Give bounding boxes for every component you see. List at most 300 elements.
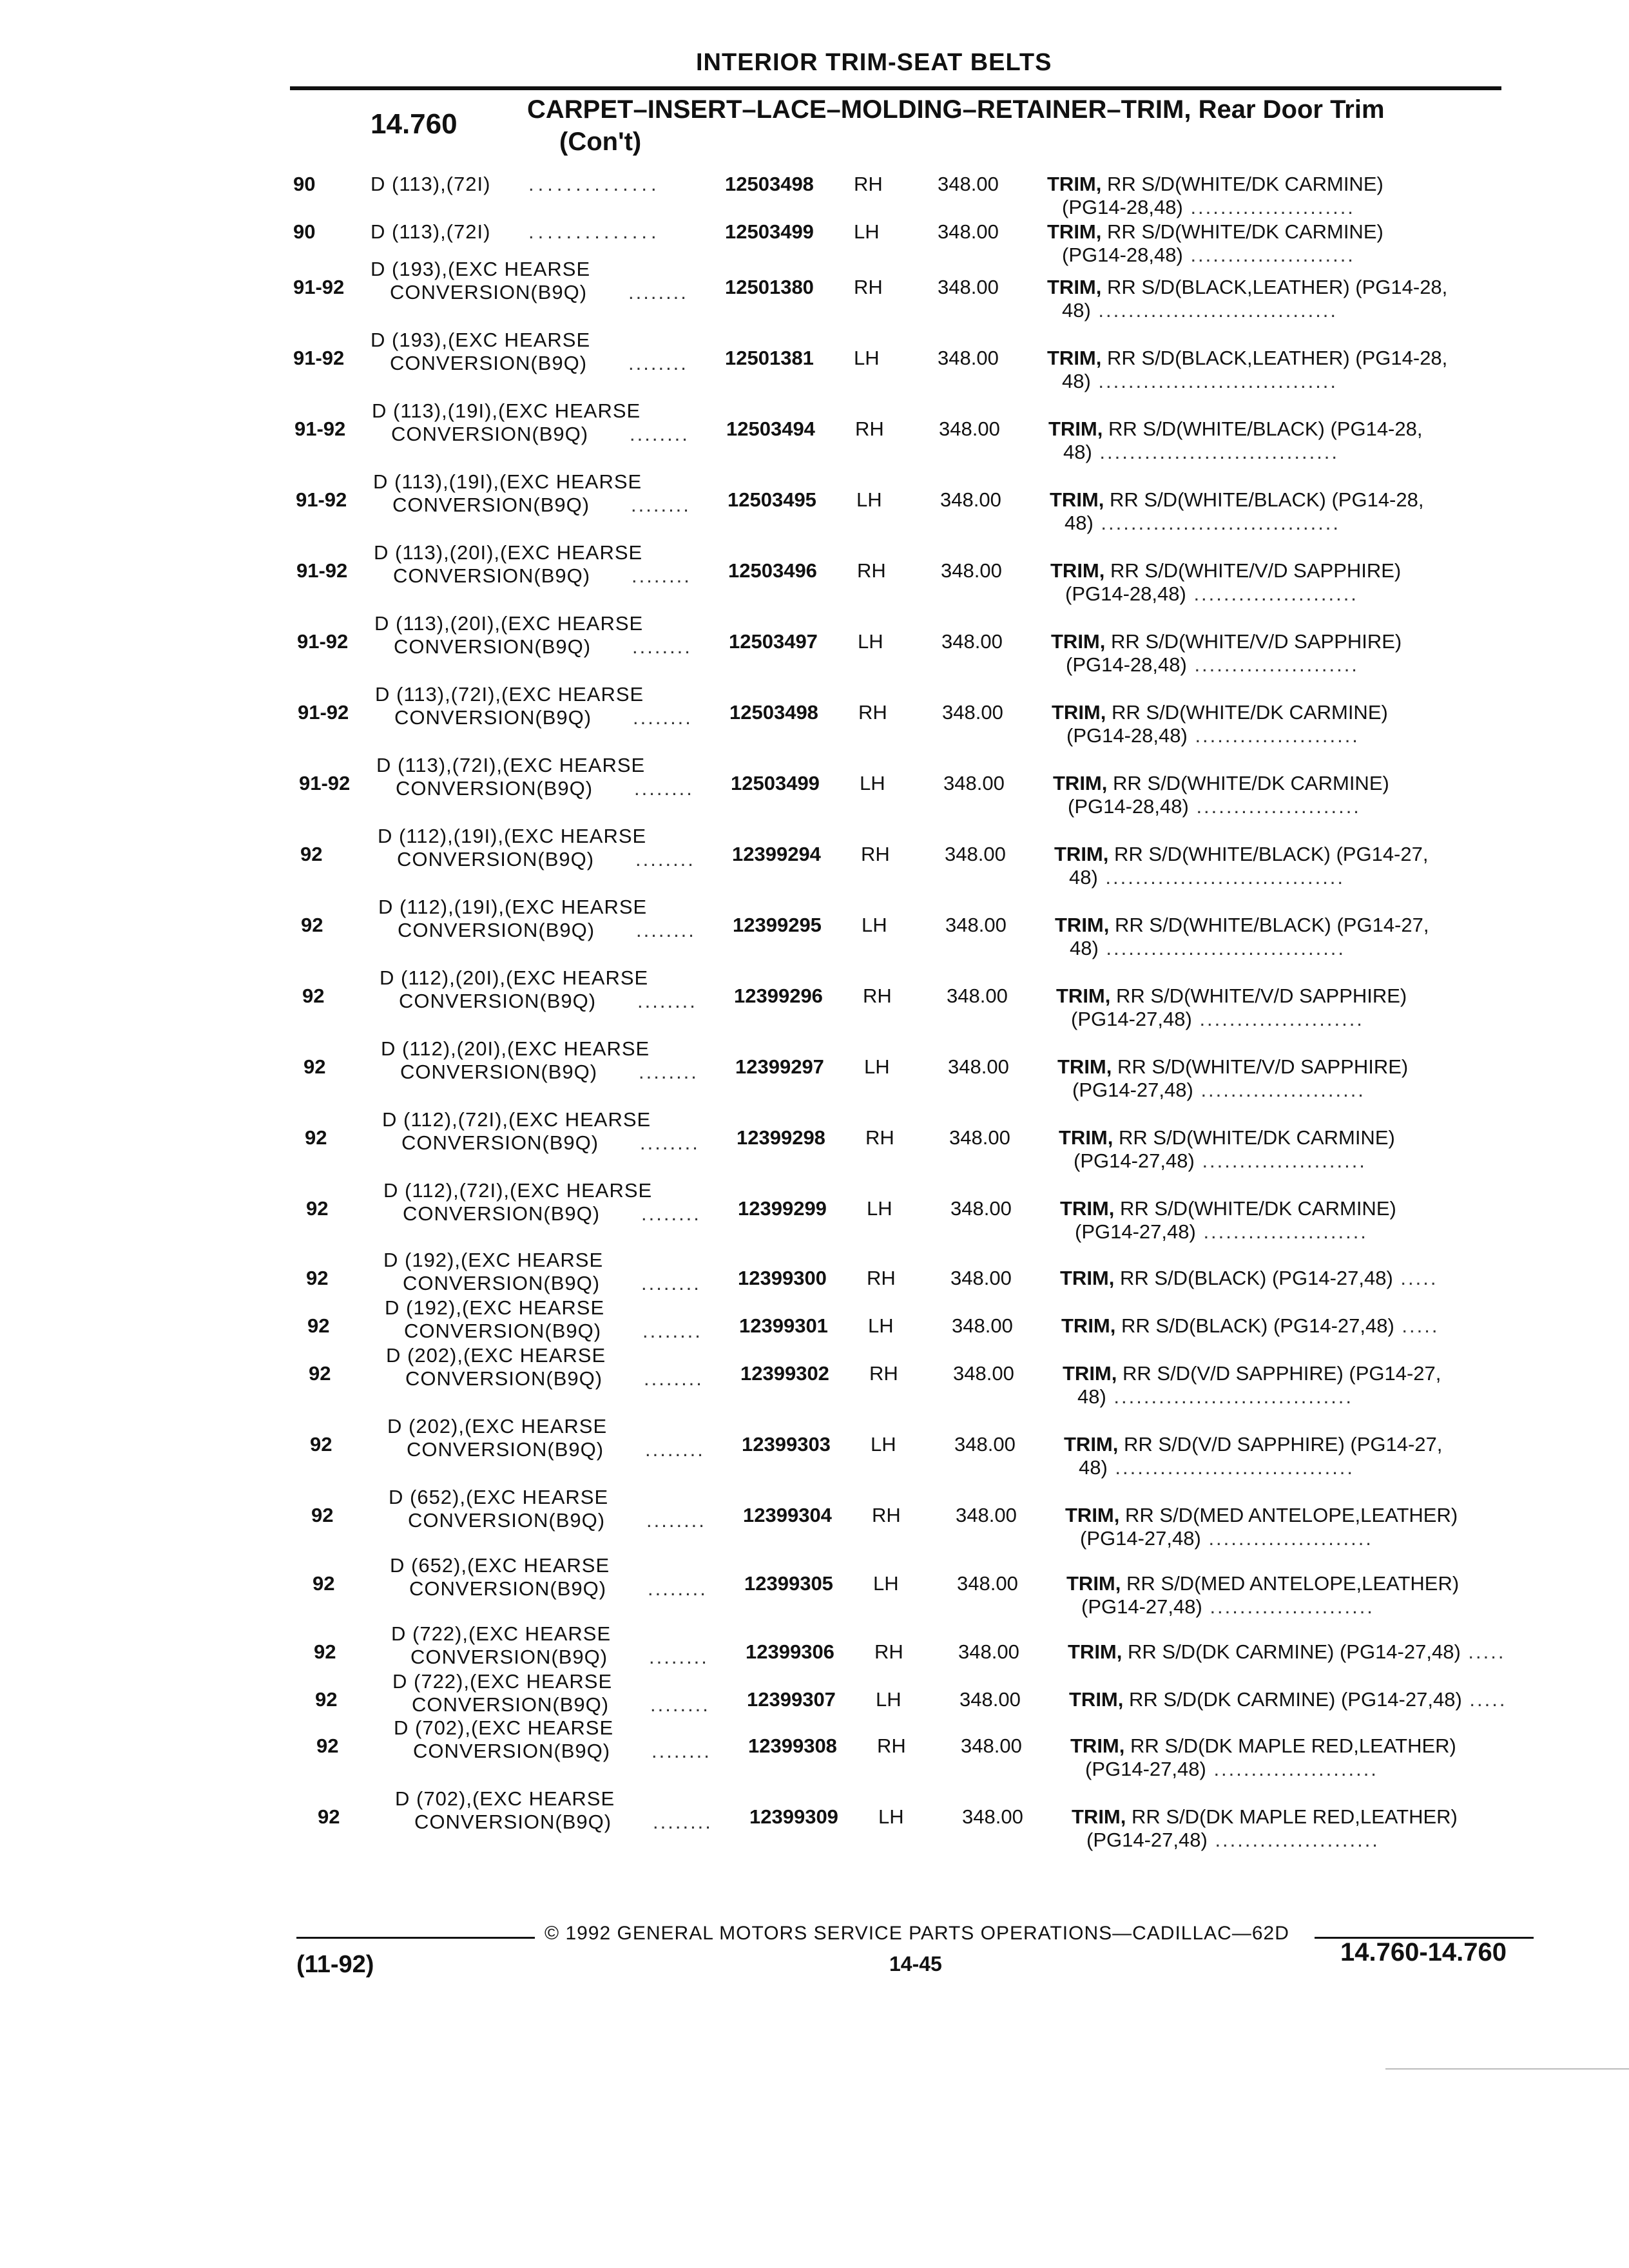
- leader-dots: ......................: [1182, 244, 1355, 266]
- part-description-cont: [1077, 1385, 1353, 1408]
- part-number: 12501381: [725, 347, 814, 369]
- part-name: TRIM,: [1065, 1504, 1120, 1526]
- model-year: 91-92: [297, 630, 349, 653]
- part-description-cont-text: (PG14-28,48): [1062, 244, 1183, 266]
- part-description-text: RR S/D(WHITE/V/D SAPPHIRE): [1110, 559, 1402, 582]
- leader-dots: ........: [646, 1509, 706, 1532]
- side: RH: [865, 1126, 894, 1149]
- unit-quantity: 348.00: [940, 488, 1001, 511]
- table-row: [18, 1486, 1629, 1550]
- part-name: TRIM,: [1055, 914, 1110, 936]
- leader-dots: ..............: [528, 220, 660, 243]
- part-description: [1051, 630, 1402, 653]
- leader-dots: ........: [641, 1272, 701, 1294]
- part-description: [1056, 985, 1407, 1008]
- model-year: 92: [304, 1055, 326, 1078]
- usage-description: D (113),(20I),(EXC HEARSE: [374, 612, 644, 635]
- part-description-cont-text: (PG14-28,48): [1066, 724, 1188, 747]
- part-name: TRIM,: [1063, 1362, 1117, 1385]
- leader-dots: ......................: [1186, 653, 1359, 676]
- leader-dots: .....: [1394, 1314, 1440, 1337]
- usage-description-cont: CONVERSION(B9Q): [390, 352, 588, 374]
- footer-date-code: (11-92): [296, 1951, 374, 1978]
- side: LH: [854, 347, 880, 369]
- leader-dots: ......................: [1200, 1527, 1373, 1550]
- model-year: 91-92: [296, 488, 347, 511]
- leader-dots: ......................: [1206, 1758, 1378, 1780]
- usage-description-cont: CONVERSION(B9Q): [401, 1131, 599, 1154]
- table-row: [24, 1787, 1629, 1852]
- leader-dots: ........: [628, 352, 688, 374]
- part-description-cont: [1065, 582, 1358, 606]
- part-description: [1070, 1735, 1456, 1758]
- unit-quantity: 348.00: [941, 559, 1002, 582]
- part-description-cont-text: 48): [1077, 1385, 1106, 1408]
- part-description-text: RR S/D(WHITE/V/D SAPPHIRE): [1116, 985, 1407, 1007]
- part-description-cont-text: (PG14-27,48): [1071, 1008, 1192, 1030]
- unit-quantity: 348.00: [945, 914, 1007, 936]
- part-name: TRIM,: [1059, 1126, 1113, 1149]
- part-description: [1063, 1362, 1441, 1385]
- unit-quantity: 348.00: [952, 1314, 1013, 1337]
- part-number: 12399300: [738, 1267, 827, 1289]
- model-year: 91-92: [299, 772, 351, 794]
- part-description-cont-text: 48): [1065, 512, 1094, 534]
- model-year: 92: [300, 843, 323, 865]
- table-row: [1, 399, 1629, 464]
- side: LH: [862, 914, 887, 936]
- part-description: [1047, 347, 1447, 370]
- footer-page-number: 14-45: [889, 1952, 942, 1975]
- part-description-cont: [1068, 795, 1361, 818]
- usage-description: D (192),(EXC HEARSE: [383, 1249, 604, 1271]
- usage-description: D (193),(EXC HEARSE: [371, 329, 591, 351]
- unit-quantity: 348.00: [962, 1805, 1023, 1828]
- part-number: 12399308: [748, 1735, 837, 1757]
- side: RH: [872, 1504, 901, 1526]
- leader-dots: ......................: [1182, 196, 1355, 218]
- table-row: [12, 1108, 1629, 1173]
- part-name: TRIM,: [1056, 985, 1111, 1007]
- part-description: [1057, 1055, 1408, 1079]
- part-description: [1047, 276, 1447, 299]
- part-name: TRIM,: [1068, 1640, 1123, 1663]
- side: RH: [867, 1267, 896, 1289]
- part-description-cont-text: (PG14-27,48): [1081, 1595, 1202, 1618]
- part-description: [1052, 701, 1388, 724]
- part-name: TRIM,: [1060, 1197, 1115, 1220]
- model-year: 92: [301, 914, 323, 936]
- part-description: [1064, 1433, 1442, 1456]
- leader-dots: ........: [648, 1577, 708, 1600]
- part-description-text: RR S/D(V/D SAPPHIRE) (PG14-27,: [1123, 1362, 1441, 1385]
- part-number: 12503497: [729, 630, 818, 653]
- part-number: 12503496: [728, 559, 817, 582]
- unit-quantity: 348.00: [938, 347, 999, 369]
- unit-quantity: 348.00: [947, 985, 1008, 1007]
- unit-quantity: 348.00: [953, 1362, 1014, 1385]
- side: RH: [855, 418, 884, 440]
- usage-description: D (202),(EXC HEARSE: [387, 1415, 608, 1437]
- part-description-cont-text: (PG14-28,48): [1062, 196, 1183, 218]
- leader-dots: ................................: [1090, 370, 1338, 392]
- leader-dots: ................................: [1106, 1385, 1354, 1408]
- leader-dots: .....: [1393, 1267, 1438, 1289]
- usage-description: D (113),(19I),(EXC HEARSE: [372, 399, 641, 422]
- model-year: 92: [313, 1572, 335, 1595]
- leader-dots: ........: [645, 1438, 705, 1461]
- model-year: 92: [314, 1640, 336, 1663]
- leader-dots: ........: [633, 706, 693, 729]
- leader-dots: ........: [644, 1367, 704, 1390]
- unit-quantity: 348.00: [954, 1433, 1016, 1456]
- part-name: TRIM,: [1070, 1735, 1125, 1757]
- part-description: [1055, 914, 1429, 937]
- leader-dots: ......................: [1191, 1008, 1364, 1030]
- model-year: 92: [311, 1504, 334, 1526]
- part-description-cont-text: (PG14-27,48): [1075, 1220, 1196, 1243]
- unit-quantity: 348.00: [950, 1197, 1012, 1220]
- part-description: [1050, 559, 1401, 582]
- usage-description-cont: CONVERSION(B9Q): [403, 1202, 601, 1225]
- part-number: 12399305: [744, 1572, 833, 1595]
- table-row: [0, 329, 1629, 393]
- usage-description: D (192),(EXC HEARSE: [385, 1296, 605, 1319]
- part-number: 12501380: [725, 276, 814, 298]
- table-row: [5, 683, 1629, 747]
- usage-description-cont: CONVERSION(B9Q): [408, 1509, 606, 1532]
- side: RH: [857, 559, 886, 582]
- table-row: [13, 1179, 1629, 1244]
- part-description: [1069, 1688, 1507, 1711]
- part-description-text: RR S/D(WHITE/BLACK) (PG14-27,: [1114, 843, 1429, 865]
- part-name: TRIM,: [1047, 347, 1102, 369]
- part-name: TRIM,: [1061, 1314, 1116, 1337]
- part-number: 12503495: [728, 488, 816, 511]
- unit-quantity: 348.00: [938, 173, 999, 195]
- part-name: TRIM,: [1051, 630, 1106, 653]
- section-number: 14.760: [371, 108, 458, 140]
- usage-description: D (113),(19I),(EXC HEARSE: [373, 470, 642, 493]
- usage-description-cont: CONVERSION(B9Q): [398, 919, 595, 941]
- part-number: 12503494: [726, 418, 815, 440]
- part-description-cont: [1085, 1758, 1378, 1781]
- usage-description-cont: CONVERSION(B9Q): [394, 635, 592, 658]
- part-description-cont: [1066, 653, 1359, 677]
- part-description: [1048, 418, 1422, 441]
- part-description-text: RR S/D(WHITE/DK CARMINE): [1113, 772, 1389, 794]
- leader-dots: ........: [632, 635, 692, 658]
- usage-description-cont: CONVERSION(B9Q): [393, 564, 591, 587]
- usage-description: D (202),(EXC HEARSE: [386, 1344, 606, 1367]
- part-name: TRIM,: [1050, 559, 1105, 582]
- model-year: 92: [318, 1805, 340, 1828]
- part-description-cont: [1062, 370, 1338, 393]
- part-description: [1047, 220, 1383, 244]
- part-description-text: RR S/D(WHITE/DK CARMINE): [1107, 173, 1383, 195]
- part-number: 12503498: [729, 701, 818, 724]
- usage-description: D (112),(19I),(EXC HEARSE: [378, 896, 648, 918]
- model-year: 92: [309, 1362, 331, 1385]
- part-description-cont: [1063, 441, 1339, 464]
- usage-description-cont: CONVERSION(B9Q): [399, 990, 597, 1012]
- part-description: [1053, 772, 1389, 795]
- part-description-cont: [1065, 512, 1340, 535]
- usage-description: D (113),(72I),(EXC HEARSE: [375, 683, 644, 706]
- leader-dots: ........: [639, 1061, 699, 1083]
- section-title: CARPET–INSERT–LACE–MOLDING–RETAINER–TRIM, Rear Door Trim: [527, 95, 1385, 124]
- side: LH: [864, 1055, 890, 1078]
- side: LH: [854, 220, 880, 243]
- part-name: TRIM,: [1066, 1572, 1121, 1595]
- page-header-title: INTERIOR TRIM-SEAT BELTS: [696, 49, 1052, 76]
- table-row: [4, 612, 1629, 677]
- table-row: [9, 966, 1629, 1031]
- model-year: 91-92: [293, 347, 345, 369]
- table-row: [10, 1037, 1629, 1102]
- usage-description-cont: CONVERSION(B9Q): [413, 1740, 611, 1762]
- part-description-text: RR S/D(WHITE/DK CARMINE): [1112, 701, 1388, 724]
- usage-description: D (112),(19I),(EXC HEARSE: [378, 825, 647, 847]
- usage-description: D (112),(72I),(EXC HEARSE: [382, 1108, 651, 1131]
- leader-dots: ................................: [1098, 937, 1346, 959]
- side: RH: [854, 276, 883, 298]
- usage-description: D (652),(EXC HEARSE: [389, 1486, 609, 1508]
- part-name: TRIM,: [1050, 488, 1104, 511]
- model-year: 92: [315, 1688, 338, 1711]
- leader-dots: ......................: [1194, 1149, 1367, 1172]
- part-number: 12399295: [733, 914, 822, 936]
- part-description-text: RR S/D(WHITE/DK CARMINE): [1107, 220, 1383, 243]
- leader-dots: ........: [636, 919, 696, 941]
- usage-description-cont: CONVERSION(B9Q): [407, 1438, 604, 1461]
- part-description-cont: [1075, 1220, 1368, 1244]
- unit-quantity: 348.00: [938, 276, 999, 298]
- side: RH: [863, 985, 892, 1007]
- part-number: 12503499: [731, 772, 820, 794]
- part-description-text: RR S/D(WHITE/DK CARMINE): [1120, 1197, 1396, 1220]
- part-description-cont: [1072, 1079, 1365, 1102]
- part-name: TRIM,: [1072, 1805, 1126, 1828]
- side: RH: [854, 173, 883, 195]
- footer-section-range: 14.760-14.760: [1340, 1938, 1507, 1966]
- usage-description: D (652),(EXC HEARSE: [390, 1554, 610, 1577]
- usage-description: D (113),(72I): [371, 173, 491, 195]
- model-year: 92: [316, 1735, 339, 1757]
- side: RH: [874, 1640, 903, 1663]
- part-description-cont-text: 48): [1062, 299, 1091, 322]
- part-name: TRIM,: [1064, 1433, 1119, 1456]
- leader-dots: ........: [631, 564, 691, 587]
- part-description-text: RR S/D(BLACK) (PG14-27,48): [1120, 1267, 1393, 1289]
- unit-quantity: 348.00: [942, 701, 1003, 724]
- leader-dots: ................................: [1107, 1456, 1355, 1479]
- model-year: 91-92: [296, 559, 348, 582]
- usage-description-cont: CONVERSION(B9Q): [404, 1320, 602, 1342]
- usage-description: D (113),(72I),(EXC HEARSE: [376, 754, 646, 776]
- side: LH: [878, 1805, 904, 1828]
- usage-description-cont: CONVERSION(B9Q): [403, 1272, 601, 1294]
- part-description-cont-text: (PG14-28,48): [1068, 795, 1189, 818]
- leader-dots: ........: [653, 1811, 713, 1833]
- part-number: 12399307: [747, 1688, 836, 1711]
- part-description-cont-text: (PG14-27,48): [1086, 1829, 1208, 1851]
- part-description-cont: [1069, 866, 1345, 889]
- part-name: TRIM,: [1060, 1267, 1115, 1289]
- footer-copyright: © 1992 GENERAL MOTORS SERVICE PARTS OPERATIONS—CADILLAC—62D: [545, 1923, 1289, 1944]
- leader-dots: .....: [1461, 1688, 1507, 1711]
- usage-description: D (112),(20I),(EXC HEARSE: [380, 966, 649, 989]
- part-name: TRIM,: [1069, 1688, 1124, 1711]
- leader-dots: ................................: [1097, 866, 1345, 889]
- unit-quantity: 348.00: [957, 1572, 1018, 1595]
- part-description-cont: [1070, 937, 1345, 960]
- part-description-text: RR S/D(DK MAPLE RED,LEATHER): [1132, 1805, 1458, 1828]
- leader-dots: ........: [642, 1320, 702, 1342]
- usage-description-cont: CONVERSION(B9Q): [409, 1577, 607, 1600]
- unit-quantity: 348.00: [950, 1267, 1012, 1289]
- usage-description: D (113),(20I),(EXC HEARSE: [374, 541, 643, 564]
- side: RH: [861, 843, 890, 865]
- usage-description: D (193),(EXC HEARSE: [371, 258, 591, 280]
- table-row: [0, 202, 1629, 267]
- leader-dots: ......................: [1207, 1829, 1380, 1851]
- table-row: [6, 754, 1629, 818]
- part-number: 12399298: [737, 1126, 825, 1149]
- part-number: 12399306: [746, 1640, 834, 1663]
- part-name: TRIM,: [1057, 1055, 1112, 1078]
- leader-dots: ................................: [1090, 299, 1338, 322]
- side: LH: [876, 1688, 901, 1711]
- table-row: [15, 1344, 1629, 1408]
- leader-dots: ......................: [1186, 582, 1358, 605]
- part-description-text: RR S/D(WHITE/BLACK) (PG14-28,: [1108, 418, 1423, 440]
- part-description-text: RR S/D(BLACK,LEATHER) (PG14-28,: [1107, 276, 1448, 298]
- table-row: [17, 1415, 1629, 1479]
- part-name: TRIM,: [1053, 772, 1108, 794]
- side: LH: [860, 772, 885, 794]
- side: LH: [868, 1314, 894, 1337]
- usage-description: D (113),(72I): [371, 220, 491, 243]
- unit-quantity: 348.00: [949, 1126, 1010, 1149]
- model-year: 91-92: [293, 276, 345, 298]
- model-year: 90: [293, 220, 316, 243]
- leader-dots: ........: [628, 281, 688, 303]
- usage-description-cont: CONVERSION(B9Q): [400, 1061, 598, 1083]
- table-row: [7, 825, 1629, 889]
- unit-quantity: 348.00: [959, 1688, 1021, 1711]
- part-description: [1047, 173, 1383, 196]
- leader-dots: ......................: [1188, 795, 1361, 818]
- part-description-cont: [1086, 1829, 1380, 1852]
- model-year: 92: [306, 1197, 329, 1220]
- table-row: [3, 470, 1629, 535]
- part-description-text: RR S/D(DK CARMINE) (PG14-27,48): [1129, 1688, 1462, 1711]
- side: LH: [856, 488, 882, 511]
- leader-dots: ........: [634, 777, 694, 800]
- part-description-text: RR S/D(MED ANTELOPE,LEATHER): [1126, 1572, 1460, 1595]
- side: LH: [873, 1572, 899, 1595]
- usage-description: D (702),(EXC HEARSE: [395, 1787, 615, 1810]
- part-description-text: RR S/D(BLACK,LEATHER) (PG14-28,: [1107, 347, 1448, 369]
- part-description-text: RR S/D(DK CARMINE) (PG14-27,48): [1128, 1640, 1461, 1663]
- leader-dots: ......................: [1202, 1595, 1374, 1618]
- table-row: [19, 1554, 1629, 1619]
- part-description-cont: [1074, 1149, 1367, 1173]
- usage-description-cont: CONVERSION(B9Q): [394, 706, 592, 729]
- part-number: 12399297: [735, 1055, 824, 1078]
- usage-description-cont: CONVERSION(B9Q): [412, 1693, 610, 1716]
- part-description-cont-text: (PG14-27,48): [1074, 1149, 1195, 1172]
- unit-quantity: 348.00: [961, 1735, 1022, 1757]
- part-description-cont-text: 48): [1070, 937, 1099, 959]
- table-row: [3, 541, 1629, 606]
- part-description: [1060, 1197, 1396, 1220]
- part-description: [1065, 1504, 1458, 1527]
- part-number: 12503498: [725, 173, 814, 195]
- part-description-cont-text: 48): [1079, 1456, 1108, 1479]
- leader-dots: ......................: [1187, 724, 1360, 747]
- part-description: [1059, 1126, 1395, 1149]
- table-row: [0, 258, 1629, 322]
- leader-dots: ........: [630, 423, 689, 445]
- part-name: TRIM,: [1047, 220, 1102, 243]
- part-description: [1050, 488, 1423, 512]
- part-number: 12399302: [740, 1362, 829, 1385]
- part-description-text: RR S/D(WHITE/V/D SAPPHIRE): [1117, 1055, 1409, 1078]
- part-description-cont-text: 48): [1069, 866, 1098, 889]
- model-year: 92: [310, 1433, 333, 1456]
- usage-description-cont: CONVERSION(B9Q): [410, 1646, 608, 1668]
- leader-dots: ........: [651, 1740, 711, 1762]
- side: RH: [877, 1735, 906, 1757]
- leader-dots: ........: [640, 1131, 700, 1154]
- part-number: 12399299: [738, 1197, 827, 1220]
- side: LH: [858, 630, 883, 653]
- part-description-cont: [1081, 1595, 1374, 1619]
- part-number: 12399294: [732, 843, 821, 865]
- leader-dots: .....: [1460, 1640, 1506, 1663]
- part-number: 12399303: [742, 1433, 831, 1456]
- part-description: [1060, 1267, 1438, 1290]
- part-description-cont: [1080, 1527, 1373, 1550]
- scan-artifact-line: [1385, 2068, 1629, 2070]
- part-name: TRIM,: [1047, 173, 1102, 195]
- table-row: [23, 1716, 1629, 1781]
- part-description-text: RR S/D(V/D SAPPHIRE) (PG14-27,: [1124, 1433, 1443, 1456]
- side: RH: [858, 701, 887, 724]
- part-name: TRIM,: [1047, 276, 1102, 298]
- leader-dots: ........: [631, 494, 691, 516]
- part-description: [1072, 1805, 1458, 1829]
- leader-dots: ........: [637, 990, 697, 1012]
- part-description-cont-text: (PG14-27,48): [1080, 1527, 1201, 1550]
- usage-description-cont: CONVERSION(B9Q): [405, 1367, 603, 1390]
- leader-dots: ........: [635, 848, 695, 870]
- model-year: 92: [302, 985, 325, 1007]
- usage-description-cont: CONVERSION(B9Q): [397, 848, 595, 870]
- model-year: 91-92: [294, 418, 346, 440]
- usage-description: D (722),(EXC HEARSE: [392, 1670, 613, 1693]
- leader-dots: ..............: [528, 173, 660, 195]
- part-description: [1054, 843, 1428, 866]
- footer-rule-left: [296, 1937, 535, 1939]
- part-description-cont: [1062, 299, 1338, 322]
- leader-dots: ................................: [1093, 512, 1341, 534]
- unit-quantity: 348.00: [943, 772, 1005, 794]
- usage-description-cont: CONVERSION(B9Q): [390, 281, 588, 303]
- usage-description: D (112),(20I),(EXC HEARSE: [381, 1037, 650, 1060]
